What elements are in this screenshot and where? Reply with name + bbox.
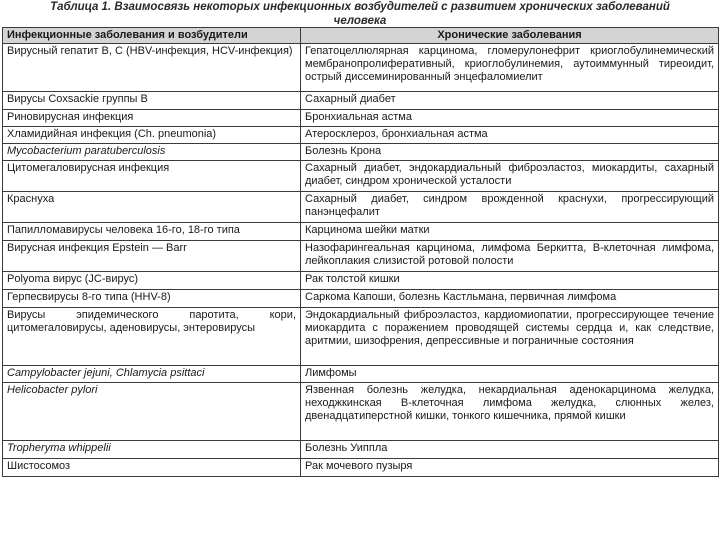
disease-cell: Саркома Капоши, болезнь Кастльмана, первичная лимфома [301, 290, 719, 308]
pathogen-cell: Вирусная инфекция Epstein — Barr [3, 241, 301, 272]
pathogen-cell: Герпесвирусы 8-го типа (HHV-8) [3, 290, 301, 308]
infection-disease-table [2, 27, 719, 477]
pathogen-cell: Вирусы эпидемического паротита, кори, цитомегаловирусы, аденовирусы, энтеровирусы [3, 308, 301, 366]
pathogen-cell: Helicobacter pylori [3, 383, 301, 441]
table-row [3, 383, 719, 441]
pathogen-cell: Папилломавирусы человека 16-го, 18-го типа [3, 223, 301, 241]
table-row [3, 127, 719, 144]
table-row [3, 92, 719, 110]
pathogen-cell: Краснуха [3, 192, 301, 223]
pathogen-cell: Вирусный гепатит В, С (HBV-инфекция, HCV-инфекция) [3, 44, 301, 92]
caption-line-1: Таблица 1. Взаимосвязь некоторых инфекционных возбудителей с развитием хронических заболеваний [50, 1, 670, 13]
disease-cell: Лимфомы [301, 366, 719, 383]
disease-cell: Бронхиальная астма [301, 110, 719, 127]
pathogen-cell: Цитомегаловирусная инфекция [3, 161, 301, 192]
header-diseases: Хронические заболевания [301, 28, 719, 44]
caption-line-2: человека [333, 15, 387, 27]
disease-cell: Болезнь Уиппла [301, 441, 719, 459]
disease-cell: Болезнь Крона [301, 144, 719, 161]
table-row [3, 459, 719, 477]
disease-cell: Гепатоцеллюлярная карцинома, гломерулонефрит криоглобулинемический мембранопролиферативный, криоглобулинемия, аутоиммунный тиреоидит, острый диссеминированный энцефаломиелит [301, 44, 719, 92]
table-row [3, 223, 719, 241]
pathogen-cell: Риновирусная инфекция [3, 110, 301, 127]
disease-cell: Сахарный диабет [301, 92, 719, 110]
disease-cell: Рак мочевого пузыря [301, 459, 719, 477]
table-caption [0, 0, 720, 28]
table-row [3, 241, 719, 272]
table-row [3, 272, 719, 290]
table-row [3, 144, 719, 161]
disease-cell: Рак толстой кишки [301, 272, 719, 290]
pathogen-cell: Вирусы Coxsackie группы В [3, 92, 301, 110]
table-row [3, 161, 719, 192]
disease-cell: Назофарингеальная карцинома, лимфома Беркитта, В-клеточная лимфома, лейкоплакия слизистой ротовой полости [301, 241, 719, 272]
table-row [3, 290, 719, 308]
disease-cell: Сахарный диабет, синдром врожденной краснухи, прогрессирующий панэнцефалит [301, 192, 719, 223]
disease-cell: Язвенная болезнь желудка, некардиальная аденокарцинома желудка, неходжкинская В-клеточная лимфома желудка, слюнных желез, двенадцатиперстной кишки, тонкого кишечника, прямой кишки [301, 383, 719, 441]
disease-cell: Атеросклероз, бронхиальная астма [301, 127, 719, 144]
disease-cell: Сахарный диабет, эндокардиальный фиброэластоз, миокардиты, сахарный диабет, синдром хронической усталости [301, 161, 719, 192]
pathogen-cell: Хламидийная инфекция (Ch. pneumonia) [3, 127, 301, 144]
table-row [3, 366, 719, 383]
pathogen-cell: Шистосомоз [3, 459, 301, 477]
disease-cell: Эндокардиальный фиброэластоз, кардиомиопатии, прогрессирующее течение миокардита с поражением проводящей системы сердца и, как следствие, аритмии, шизофрения, депрессивные и пограничные состояния [301, 308, 719, 366]
header-pathogens: Инфекционные заболевания и возбудители [3, 28, 301, 44]
pathogen-cell: Mycobacterium paratuberculosis [3, 144, 301, 161]
pathogen-cell: Tropheryma whippelii [3, 441, 301, 459]
table-row [3, 308, 719, 366]
table-header-row [3, 28, 719, 44]
table-row [3, 44, 719, 92]
table-row [3, 192, 719, 223]
table-row [3, 441, 719, 459]
disease-cell: Карцинома шейки матки [301, 223, 719, 241]
pathogen-cell: Polyoma вирус (JC-вирус) [3, 272, 301, 290]
pathogen-cell: Campylobacter jejuni, Chlamycia psittaci [3, 366, 301, 383]
table-row [3, 110, 719, 127]
